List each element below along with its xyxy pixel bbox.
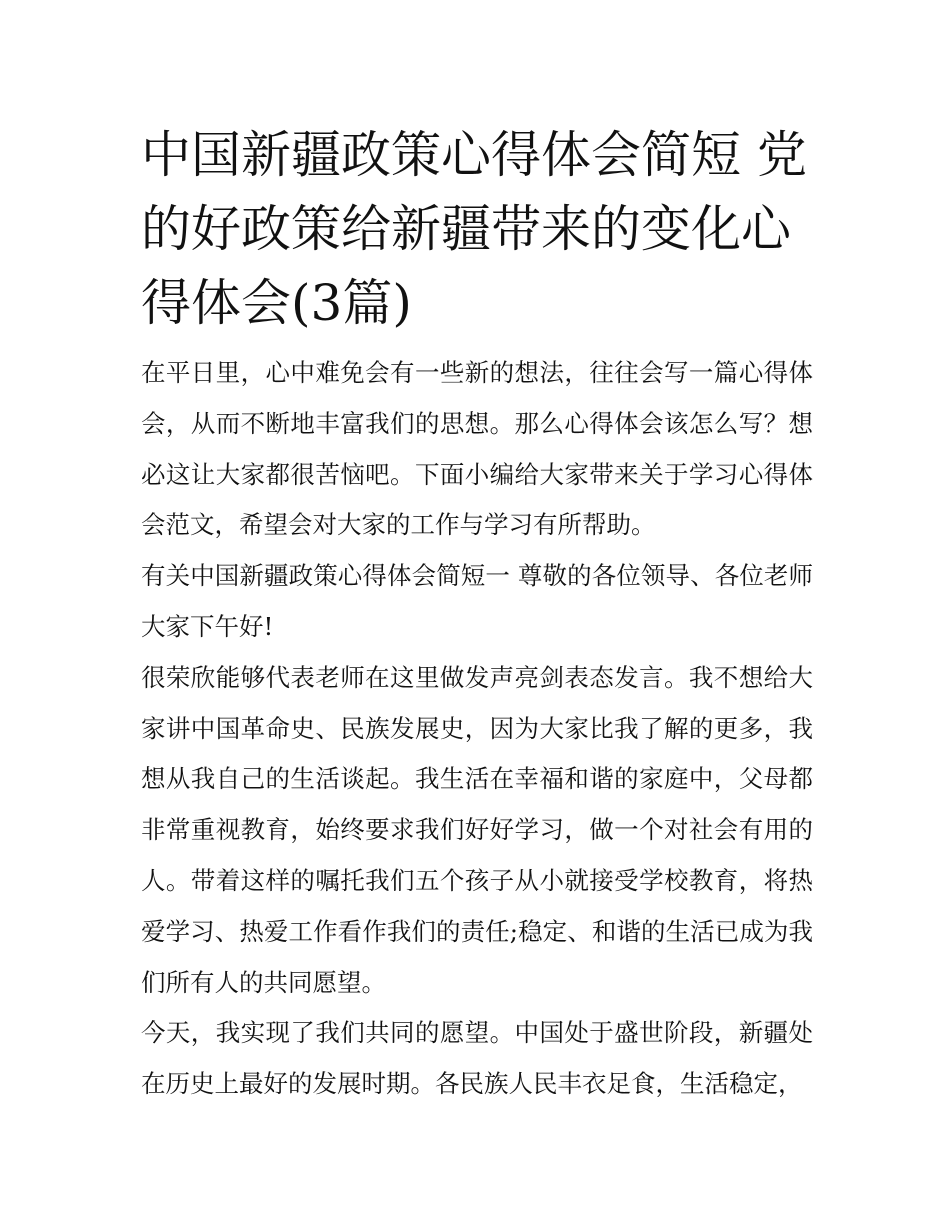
paragraph-heading-one: 有关中国新疆政策心得体会简短一 尊敬的各位领导、各位老师大家下午好! bbox=[141, 561, 813, 641]
paragraph-intro: 在平日里，心中难免会有一些新的想法，往往会写一篇心得体会，从而不断地丰富我们的思想。那么心得体会该怎么写？想必这让大家都很苦恼吧。下面小编给大家带来关于学习心得体会范文，希望会对大家的工作与学习有所帮助。 bbox=[141, 358, 813, 540]
document-page bbox=[141, 118, 813, 1110]
paragraph-speech: 很荣欣能够代表老师在这里做发声亮剑表态发言。我不想给大家讲中国革命史、民族发展史，因为大家比我了解的更多，我想从我自己的生活谈起。我生活在幸福和谐的家庭中，父母都非常重视教育，始终要求我们好好学习，做一个对社会有用的人。带着这样的嘱托我们五个孩子从小就接受学校教育，将热爱学习、热爱工作看作我们的责任;稳定、和谐的生活已成为我们所有人的共同愿望。 bbox=[141, 662, 813, 997]
document-title: 中国新疆政策心得体会简短 党的好政策给新疆带来的变化心得体会(3篇) bbox=[141, 126, 807, 332]
paragraph-today: 今天，我实现了我们共同的愿望。中国处于盛世阶段，新疆处在历史上最好的发展时期。各民族人民丰衣足食，生活稳定， bbox=[141, 1018, 813, 1099]
document-body bbox=[141, 348, 813, 1110]
